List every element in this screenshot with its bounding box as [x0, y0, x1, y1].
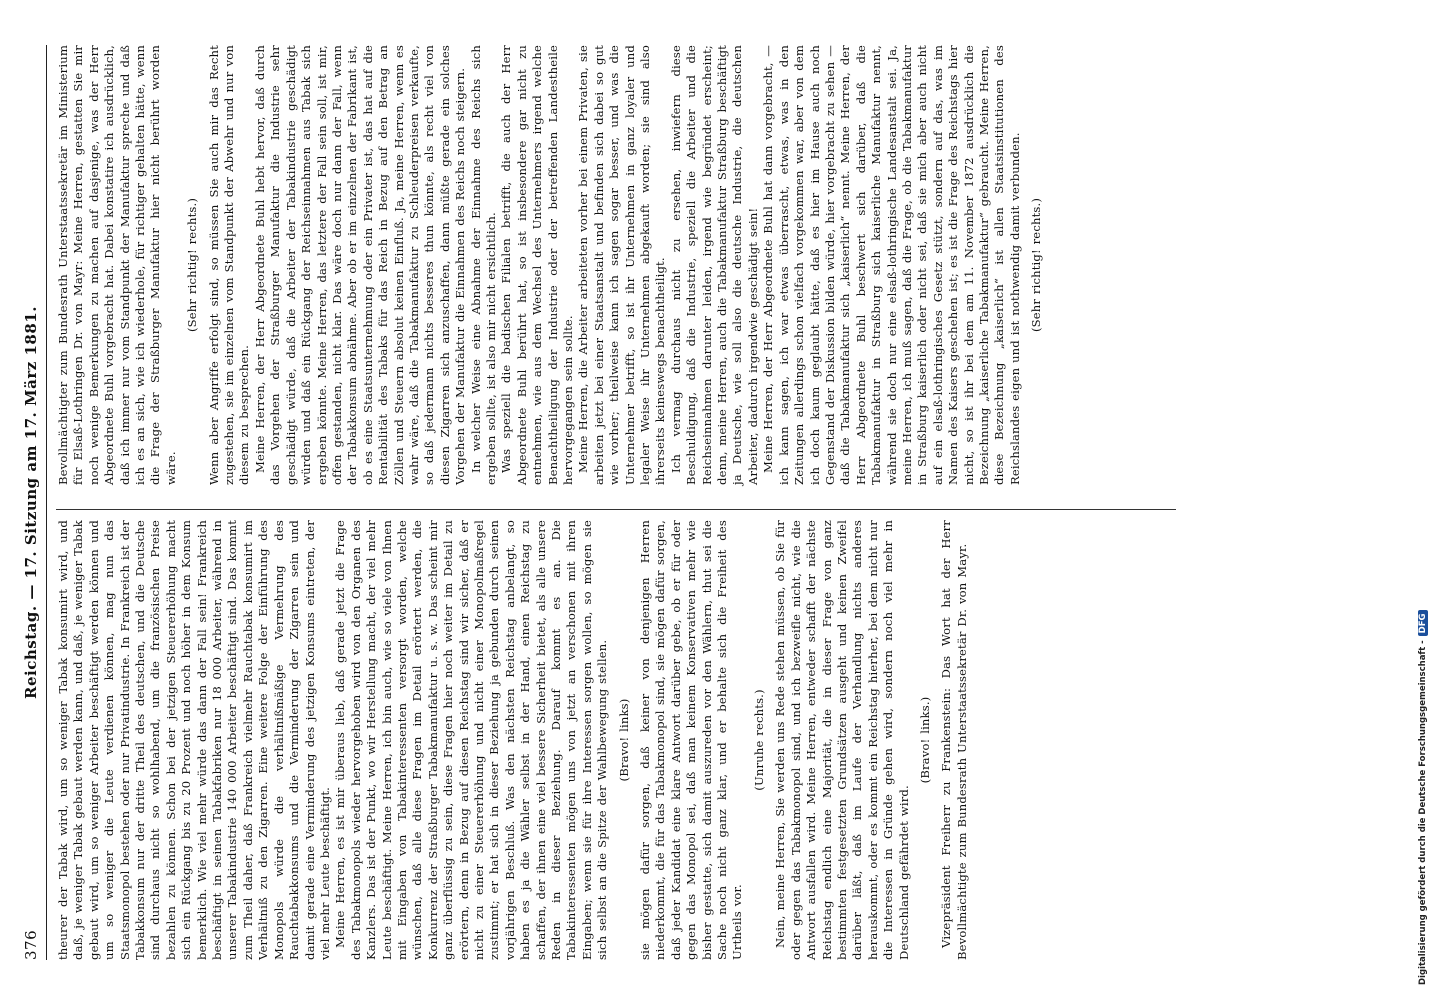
page-number: 376 — [22, 929, 40, 960]
interjection: (Bravo! links) — [616, 698, 631, 782]
paragraph: Meine Herren, es ist mir überaus lieb, daß gerade jetzt die Frage des Tabakmonopols wieder hervorgehoben wird von den Organen des Kanzlers. Das ist der Punkt, wo wir Herstellung macht, der viel mehr Leute beschäftigt. Meine Herren, ich bin auch, wie so viele von Ihnen mit Eingaben von Tabakinteressenten versorgt worden, welche wünschen, daß alle diese Fragen im Detail erörtert werden, die Konkurrenz der Straßburger Tabakmanufaktur u. s. w. Das scheint mir ganz überflüssig zu sein, diese Fragen hier noch weiter im Detail zu erörtern, denn in Bezug auf diesen Reichstag sind wir sicher, daß er nicht zu einer Steuererhöhung und nicht einer Monopolmaßregel zustimmt; er hat sich in dieser Beziehung ja gebunden durch seinen vorjährigen Beschluß. Was den nächsten Reichstag anbelangt, so haben es ja die Wähler selbst in der Hand, einen Reichstag zu schaffen, der ihnen eine viel bessere Sicherheit bietet, als alle unsere Reden in dieser Beziehung. Darauf kommt es an. Die Tabakinteressenten mögen uns von jetzt an verschonen mit ihren Eingaben; wenn sie für ihre Interessen sorgen wollen, so mögen sie sich selbst an die Spitze der Wahlbewegung stellen. — [333, 520, 610, 960]
interjection: (Sehr richtig! rechts.) — [185, 198, 200, 332]
page-title: Reichstag. — 17. Sitzung am 17. März 1881. — [22, 306, 40, 699]
left-column — [56, 520, 970, 960]
paragraph: sie mögen dafür sorgen, daß keiner von denjenigen Herren niederkommt, die für das Tabakmonopol sind, sie mögen dafür sorgen, daß jeder Kandidat eine klare Antwort darüber gebe, ob er für oder gegen das Monopol sei, daß man keinem Konservativen mehr wie bisher gestatte, sich damit auszureden vor den Wählern, thut sei die Sache noch nicht ganz klar, und er behalte sich die Freiheit des Urtheils vor. — [638, 520, 745, 960]
interjection: (Bravo! links.) — [917, 696, 932, 784]
dfg-logo-badge: DFG — [1418, 610, 1428, 636]
paragraph: Was speziell die badischen Filialen betrifft, die auch der Herr Abgeordnete Buhl berührt hat, so ist insbesondere gar nicht zu entnehmen, wie aus dem Wechsel des Unternehmers irgend welche Benachtheiligung der Industrie oder der betreffenden Landestheile hervorgegangen sein sollte. — [499, 45, 575, 485]
paragraph: Nein, meine Herren, Sie werden uns Rede stehen müssen, ob Sie für oder gegen das Tabakmonopol sind, und ich bezweifle nicht, wie die Antwort ausfallen wird. Meine Herren, entweder schafft der nächste Reichstag endlich eine Majorität, die in dieser Frage von ganz bestimmten festgesetzten Grundsätzen ausgeht und keinen Zweifel darüber läßt, daß im Laufe der Verhandlung nichts anderes herauskommt, oder es kommt ein Reichstag hierher, bei dem nicht nur die Interessen in Gründe gehen wird, sondern noch viel mehr in Deutschland gefährdet wird. — [773, 520, 911, 960]
paragraph: Meine Herren, der Herr Abgeordnete Buhl hebt hervor, daß durch das Vorgehen der Straßburger Manufaktur die Industrie sehr geschädigt würde, daß die Arbeiter der Tabakindustrie geschädigt würden und daß ein Rückgang der Reichseinnahmen aus Tabak sich ergeben könnte. Meine Herren, das letztere der Fall sein soll, ist mir, offen gestanden, nicht klar. Das wäre doch nur dann der Fall, wenn der Tabakkonsum abnähme. Aber ob er im einzelnen der Fabrikant ist, ob es eine Staatsunternehmung oder ein Privater ist, das hat auf die Rentabilität des Tabaks für das Reich in Bezug auf den Betrag an Zöllen und Steuern absolut keinen Einfluß. Ja, meine Herren, wenn es wahr wäre, daß die Tabakmanufaktur zu Schleuderpreisen verkaufte, so daß jedermann nichts besseres thun könnte, als recht viel von diesen Zigarren sich anzuschaffen, dann müßte gerade ein solches Vorgehen der Manufaktur die Einnahmen des Reichs noch steigern. — [252, 45, 468, 485]
paragraph: theurer der Tabak wird, um so weniger Tabak konsumirt wird, und daß, je weniger Tabak gebaut werden kann, und daß, je weniger Tabak gebaut wird, um so weniger Arbeiter beschäftigt werden können und um so weniger die Leute verdienen können, mag nun das Staatsmonopol bestehen oder nur Privatindustrie. In Frankreich ist der Tabakkonsum nur der dritte Theil des deutschen, und die Deutsche sind durchaus nicht so wohlhabend, um die französischen Preise bezahlen zu können. Schon bei der jetzigen Steuererhöhung macht sich ein Rückgang bis zu 20 Prozent und noch höher in dem Konsum bemerklich. Wie viel mehr würde das dann der Fall sein! Frankreich beschäftigt in seinen Tabakfabriken nur 18 000 Arbeiter, während in unserer Tabakindustrie 140 000 Arbeiter beschäftigt sind. Das kommt zum Theil daher, daß Frankreich vielmehr Rauchtabak konsumirt im Verhältniß zu den Zigarren. Eine weitere Folge der Einführung des Monopols würde die verhältnißmäßige Vermehrung des Rauchtabakkonsums und die Verminderung der Zigarren sein und damit gerade eine Verminderung des jetzigen Konsums eintreten, der viel mehr Leute beschäftigt. — [56, 520, 332, 960]
paragraph: Vizepräsident Freiherr zu Frankenstein: Das Wort hat der Herr Bevollmächtigte zum Bundesrath Unterstaatssekretär Dr. von Mayr. — [939, 520, 969, 960]
interjection: (Unruhe rechts.) — [751, 689, 766, 791]
credit-text: Digitalisierung gefördert durch die Deutsche Forschungsgemeinschaft - — [1418, 640, 1428, 985]
interjection: (Sehr richtig! rechts.) — [1029, 198, 1044, 332]
paragraph: Meine Herren, der Herr Abgeordnete Buhl hat dann vorgebracht, — ich kann sagen, ich war etwas überrascht, etwas, was in den Zeitungen allerdings schon vielfach vorgekommen war, aber von dem ich doch kaum geglaubt hätte, daß es hier im Hause auch noch Gegenstand der Diskussion bilden würde, hier vorgebracht zu sehen — daß die Tabakmanufaktur sich „kaiserlich“ nennt. Meine Herren, der Herr Abgeordnete Buhl beschwert sich darüber, daß die Tabakmanufaktur in Straßburg sich kaiserliche Manufaktur nennt, während sie doch nur eine elsaß-lothringische Landesanstalt sei. Ja, meine Herren, ich muß sagen, daß die Frage, ob die Tabakmanufaktur in Straßburg kaiserlich oder nicht sei, daß sie mich aber auch nicht auf ein elsaß-lothringisches Gesetz stützt, sondern auf das, was im Namen des Kaisers geschehen ist; es ist die Frage des Reichstags hier nicht, so ist ihr bei dem am 11. November 1872 ausdrücklich die Bezeichnung „kaiserliche Tabakmanufaktur“ gebraucht. Meine Herren, diese Bezeichnung „kaiserlich“ ist allen Staatsinstitutionen des Reichslandes eigen und ist nothwendig damit verbunden. — [761, 45, 1022, 485]
paragraph: Ich vermag durchaus nicht zu ersehen, inwiefern diese Beschuldigung, daß die Industrie, speziell die Arbeiter und die Reichseinnahmen darunter leiden, irgend wie begründet erscheint; denn, meine Herren, auch die Tabakmanufaktur Straßburg beschäftigt ja Deutsche, wie soll also die deutsche Industrie, die deutschen Arbeiter, dadurch irgendwie geschädigt sein! — [668, 45, 760, 485]
column-divider — [56, 509, 1176, 510]
paragraph: Meine Herren, die Arbeiter arbeiteten vorher bei einem Privaten, sie arbeiten jetzt bei einer Staatsanstalt und befinden sich dabei so gut wie vorher; theilweise kann ich sagen sogar besser, und was die Unternehmer betrifft, so ist ihr Unternehmen in ganz loyaler und legaler Weise ihr Unternehmen abgekauft worden; sie sind also ihrerseits keineswegs benachtheiligt. — [576, 45, 668, 485]
paragraph: Wenn aber Angriffe erfolgt sind, so müssen Sie auch mir das Recht zugestehen, sie im einzelnen vom Standpunkt der Abwehr und nur von diesem zu besprechen. — [206, 45, 252, 485]
header-rule — [46, 45, 47, 960]
page-header — [18, 45, 46, 960]
paragraph: Bevollmächtigter zum Bundesrath Unterstaatssekretär im Ministerium für Elsaß-Lothringen Dr. von Mayr: Meine Herren, gestatten Sie mir noch wenige Bemerkungen zu machen auf dasjenige, was der Herr Abgeordnete Buhl vorgebracht hat. Dabei konstatire ich ausdrücklich, daß ich immer nur vom Standpunkt der Manufaktur spreche und daß ich es an sich, wie ich wiederhole, für richtiger gehalten hätte, wenn die Frage der Straßburger Manufaktur hier nicht berührt worden wäre. — [56, 45, 178, 485]
digitization-credit — [1418, 0, 1432, 985]
paragraph: In welcher Weise eine Abnahme der Einnahme des Reichs sich ergeben sollte, ist also mir nicht ersichtlich. — [468, 45, 498, 485]
right-column — [56, 45, 1051, 485]
